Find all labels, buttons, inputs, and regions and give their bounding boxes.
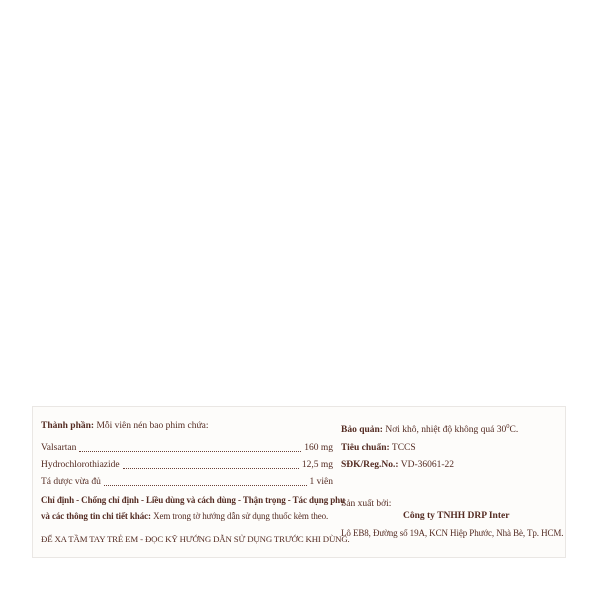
ingredient-row bbox=[41, 472, 333, 489]
composition-text: Mỗi viên nén bao phim chứa: bbox=[96, 421, 209, 431]
storage-line bbox=[341, 422, 563, 440]
usage-details-bold-line2: và các thông tin chi tiết khác: bbox=[41, 510, 151, 521]
label-right-column bbox=[341, 422, 563, 539]
registration-line bbox=[341, 457, 563, 475]
ingredient-name: Hydrochlorothiazide bbox=[41, 460, 120, 470]
storage-text: Nơi khô, nhiệt độ không quá 30 bbox=[385, 425, 507, 435]
manufacturer-label: Sản xuất bởi: bbox=[341, 498, 392, 509]
ingredient-name: Valsartan bbox=[41, 443, 77, 453]
keep-away-warning: ĐỂ XA TẦM TAY TRẺ EM - ĐỌC KỸ HƯỚNG DẪN SỬ DỤNG TRƯỚC KHI DÙNG. bbox=[41, 534, 350, 544]
ingredient-amount: 1 viên bbox=[309, 477, 333, 487]
manufacturer-name: Công ty TNHH DRP Inter bbox=[403, 510, 510, 521]
registration-number: VD-36061-22 bbox=[400, 460, 455, 470]
label-left-column bbox=[41, 420, 350, 545]
usage-details-text: Xem trong tờ hướng dẫn sử dụng thuốc kèm theo. bbox=[153, 510, 329, 521]
medicine-box-label-panel bbox=[32, 406, 566, 558]
dotted-leader bbox=[123, 468, 299, 469]
degree-superscript: 0 bbox=[506, 422, 510, 430]
standard-value: TCCS bbox=[391, 442, 416, 453]
manufacturer-address: Lô EB8, Đường số 19A, KCN Hiệp Phước, Nhà Bè, Tp. HCM. bbox=[341, 527, 564, 538]
ingredient-amount: 12,5 mg bbox=[301, 460, 333, 470]
usage-details-paragraph bbox=[41, 493, 345, 524]
ingredient-row bbox=[41, 455, 333, 472]
standard-line bbox=[341, 440, 563, 458]
composition-line bbox=[41, 420, 333, 432]
composition-label: Thành phần: bbox=[41, 421, 95, 431]
dotted-leader bbox=[79, 451, 301, 452]
registration-label: SĐK/Reg.No.: bbox=[341, 460, 399, 470]
storage-unit: C. bbox=[509, 425, 519, 435]
ingredient-name: Tá dược vừa đủ bbox=[41, 477, 101, 487]
standard-label: Tiêu chuẩn: bbox=[341, 442, 390, 453]
dotted-leader bbox=[104, 485, 307, 486]
ingredient-amount: 160 mg bbox=[304, 443, 333, 453]
ingredient-row bbox=[41, 438, 333, 455]
usage-details-line2 bbox=[41, 509, 333, 525]
storage-label: Bảo quản: bbox=[341, 425, 383, 435]
usage-details-bold-line1: Chỉ định - Chống chỉ định - Liều dùng và cách dùng - Thận trọng - Tác dụng phụ bbox=[41, 495, 345, 505]
